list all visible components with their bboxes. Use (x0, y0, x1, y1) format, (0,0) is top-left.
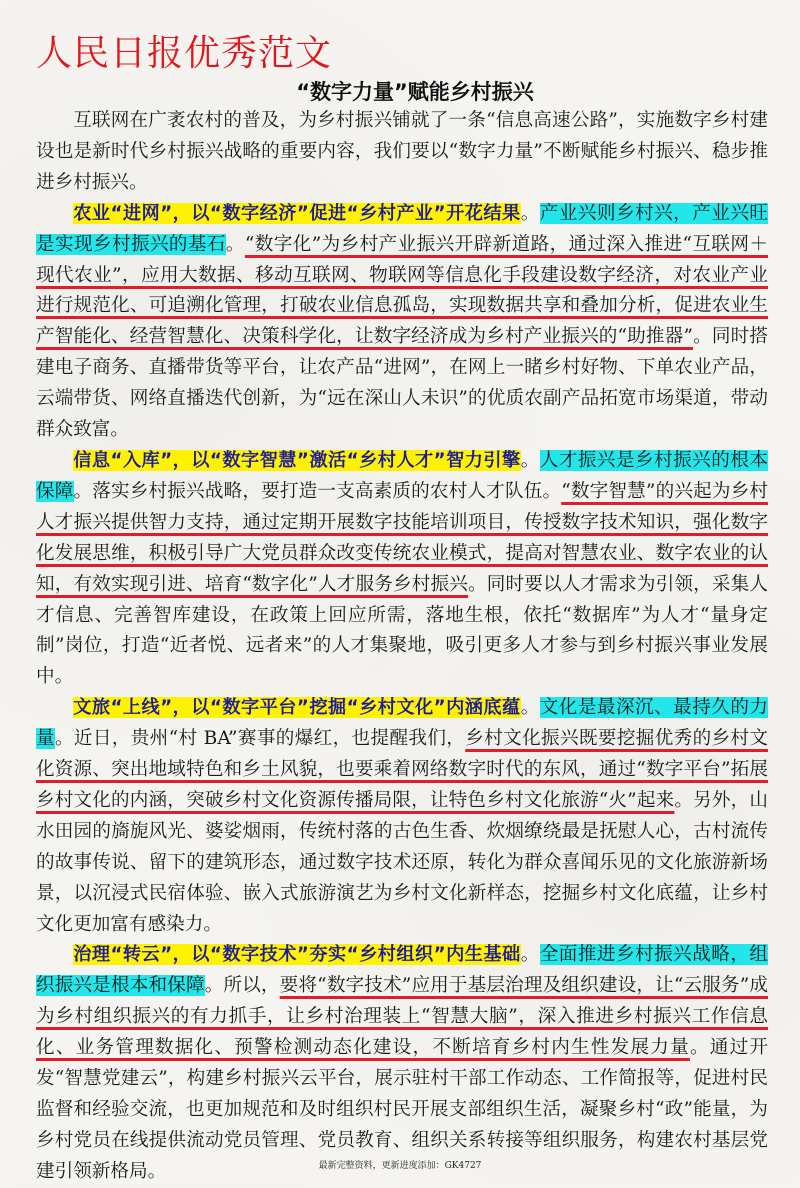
section-heading-punct-1: 。 (520, 202, 540, 224)
section-heading-punct-3: 。 (520, 697, 540, 719)
section-paragraph-2 (36, 446, 768, 693)
section-rest-4: 。通过开发“智慧党建云”，构建乡村振兴云平台，展示驻村干部工作动态、工作简报等，促进村民监督和经验交流，也更加规范和及时组织村民开展支部组织生活，凝聚乡村“政”能量，为乡村党员在线提供流动党员管理、党员教育、组织关系转接等组织服务，构建农村基层党建引领新格局。 (36, 1037, 768, 1182)
intro-paragraph: 互联网在广袤农村的普及，为乡村振兴铺就了一条“信息高速公路”，实施数字乡村建设也是新时代乡村振兴战略的重要内容，我们要以“数字力量”不断赋能乡村振兴、稳步推进乡村振兴。 (36, 110, 768, 193)
section-underlined-2: “数字智慧”的兴起为乡村人才振兴提供智力支持，通过定期开展数字技能培训项目，传授数字技术知识，强化数字化发展思维，积极引导广大党员群众改变传统农业模式，提高对智慧农业、数字农业的认知，有效实现引进、培育“数字化”人才服务乡村振兴 (36, 480, 768, 595)
section-key-point-1: 产业兴则乡村兴，产业兴旺是实现乡村振兴的基石 (36, 202, 768, 255)
section-transition-2: 。落实乡村振兴战略，要打造一支高素质的农村人才队伍。 (73, 480, 562, 502)
section-paragraph-4 (36, 940, 768, 1187)
section-transition-4: 。所以， (204, 975, 280, 997)
section-rest-3: 。另外，山水田园的旖旎风光、婆娑烟雨，传统村落的古色生香、炊烟缭绕最是抚慰人心，古村流传的故事传说、留下的建筑形态，通过数字技术还原，转化为群众喜闻乐见的文化旅游新场景，以沉浸式民宿体验、嵌入式旅游演艺为乡村文化新样态，挖掘乡村文化底蕴，让乡村文化更加富有感染力。 (36, 789, 768, 935)
section-heading-2: 信息“入库”，以“数字智慧”激活“乡村人才”智力引擎 (73, 449, 521, 471)
section-heading-punct-4: 。 (520, 944, 540, 966)
section-underlined-4: 要将“数字技术”应用于基层治理及组织建设，让“云服务”成为乡村组织振兴的有力抓手，让乡村治理装上“智慧大脑”，深入推进乡村振兴工作信息化、业务管理数据化、预警检测动态化建设，不断培育乡村内生性发展力量 (36, 975, 768, 1059)
section-rest-2: 。同时要以人才需求为引领，采集人才信息、完善智库建设，在政策上回应所需，落地生根，依托“数据库”为人才“量身定制”岗位，打造“近者悦、远者来”的人才集聚地，吸引更多人才参与到乡村振兴事业发展中。 (36, 573, 768, 688)
footer-note: 最新完整资料，更新进度添加：GK4727 (318, 1161, 482, 1171)
section-heading-1: 农业“进网”，以“数字经济”促进“乡村产业”开花结果 (73, 202, 521, 224)
article-body (36, 106, 768, 1188)
section-key-point-3: 文化是最深沉、最持久的力量 (36, 697, 768, 750)
section-key-point-4: 全面推进乡村振兴战略，组织振兴是根本和保障 (36, 944, 768, 997)
section-rest-1: 。同时搭建电子商务、直播带货等平台，让农产品“进网”，在网上一睹乡村好物、下单农业产品，云端带货、网络直播迭代创新，为“远在深山人未识”的优质农副产品拓宽市场渠道，带动群众致富。 (36, 326, 768, 441)
section-transition-1: 。 (225, 233, 245, 255)
page-header-title: 人民日报优秀范文 (36, 33, 333, 74)
section-underlined-3: 乡村文化振兴既要挖掘优秀的乡村文化资源、突出地域特色和乡土风貌，也要乘着网络数字时代的东风，通过“数字平台”拓展乡村文化的内涵，突破乡村文化资源传播局限，让特色乡村文化旅游“火”起来 (36, 728, 768, 811)
section-transition-3: 。近日，贵州“村 BA”赛事的爆红，也提醒我们， (54, 728, 466, 750)
article-title: “数字力量”赋能乡村振兴 (296, 80, 534, 104)
section-paragraph-3 (36, 693, 768, 940)
section-heading-4: 治理“转云”，以“数字技术”夯实“乡村组织”内生基础 (73, 944, 521, 966)
section-underlined-1: “数字化”为乡村产业振兴开辟新道路，通过深入推进“互联网＋现代农业”，应用大数据、移动互联网、物联网等信息化手段建设数字经济，对农业产业进行规范化、可追溯化管理，打破农业信息孤岛，实现数据共享和叠加分析，促进农业生产智能化、经营智慧化、决策科学化，让数字经济成为乡村产业振兴的“助推器” (36, 233, 768, 348)
section-heading-3: 文旅“上线”，以“数字平台”挖掘“乡村文化”内涵底蕴 (73, 697, 521, 719)
section-paragraph-1 (36, 199, 768, 446)
section-key-point-2: 人才振兴是乡村振兴的根本保障 (36, 449, 768, 502)
section-heading-punct-2: 。 (520, 449, 540, 471)
